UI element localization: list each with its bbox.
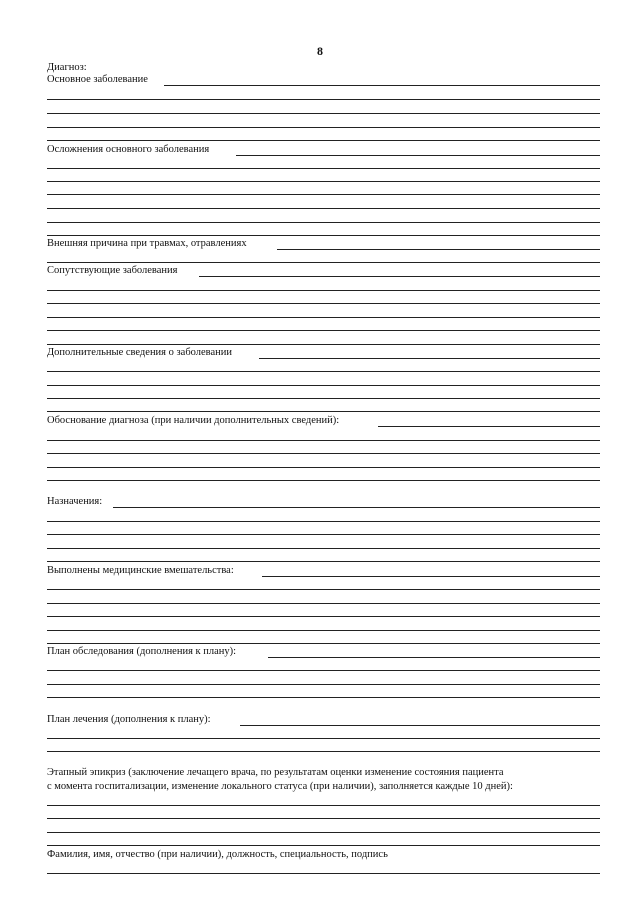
complications-line[interactable] [47, 194, 600, 195]
epicrisis-label-line1: Этапный эпикриз (заключение лечащего врача, по результатам оценки изменение состояния пациента [47, 767, 504, 778]
interventions-line[interactable] [47, 630, 600, 631]
epicrisis-line[interactable] [47, 818, 600, 819]
complications-field[interactable] [236, 155, 600, 156]
additional-info-line[interactable] [47, 398, 600, 399]
interventions-field[interactable] [262, 576, 600, 577]
complications-line[interactable] [47, 222, 600, 223]
main-disease-label: Основное заболевание [47, 74, 148, 85]
prescriptions-field[interactable] [113, 507, 600, 508]
prescriptions-line[interactable] [47, 534, 600, 535]
exam-plan-label: План обследования (дополнения к плану): [47, 646, 237, 657]
treatment-plan-field[interactable] [240, 725, 600, 726]
comorbid-line[interactable] [47, 330, 600, 331]
main-disease-line[interactable] [47, 99, 600, 100]
external-cause-line[interactable] [47, 262, 600, 263]
exam-plan-field[interactable] [268, 657, 600, 658]
additional-info-line[interactable] [47, 385, 600, 386]
complications-line[interactable] [47, 168, 600, 169]
treatment-plan-line[interactable] [47, 751, 600, 752]
epicrisis-line[interactable] [47, 832, 600, 833]
additional-info-line[interactable] [47, 411, 600, 412]
signature-line[interactable] [47, 873, 600, 874]
treatment-plan-line[interactable] [47, 738, 600, 739]
external-cause-field[interactable] [277, 249, 600, 250]
comorbid-field[interactable] [199, 276, 600, 277]
signature-label: Фамилия, имя, отчество (при наличии), должность, специальность, подпись [47, 849, 388, 860]
prescriptions-line[interactable] [47, 548, 600, 549]
epicrisis-label-line2: с момента госпитализации, изменение локального статуса (при наличии), заполняется каждые 10 дней): [47, 781, 513, 792]
additional-info-label: Дополнительные сведения о заболевании [47, 347, 233, 358]
comorbid-line[interactable] [47, 290, 600, 291]
interventions-line[interactable] [47, 603, 600, 604]
epicrisis-line[interactable] [47, 805, 600, 806]
interventions-label: Выполнены медицинские вмешательства: [47, 565, 234, 576]
additional-info-field[interactable] [259, 358, 600, 359]
exam-plan-line[interactable] [47, 697, 600, 698]
prescriptions-line[interactable] [47, 561, 600, 562]
complications-line[interactable] [47, 235, 600, 236]
comorbid-label: Сопутствующие заболевания [47, 265, 178, 276]
prescriptions-label: Назначения: [47, 496, 103, 507]
main-disease-line[interactable] [47, 127, 600, 128]
main-disease-field[interactable] [164, 85, 600, 86]
complications-line[interactable] [47, 208, 600, 209]
diagnosis-rationale-field[interactable] [378, 426, 600, 427]
diagnosis-rationale-line[interactable] [47, 453, 600, 454]
interventions-line[interactable] [47, 643, 600, 644]
diagnosis-rationale-label: Обоснование диагноза (при наличии дополнительных сведений): [47, 415, 340, 426]
diagnosis-rationale-line[interactable] [47, 467, 600, 468]
main-disease-line[interactable] [47, 113, 600, 114]
diagnosis-rationale-line[interactable] [47, 440, 600, 441]
complications-label: Осложнения основного заболевания [47, 144, 210, 155]
exam-plan-line[interactable] [47, 684, 600, 685]
prescriptions-line[interactable] [47, 521, 600, 522]
comorbid-line[interactable] [47, 303, 600, 304]
exam-plan-line[interactable] [47, 670, 600, 671]
comorbid-line[interactable] [47, 317, 600, 318]
interventions-line[interactable] [47, 589, 600, 590]
diagnosis-heading: Диагноз: [47, 62, 87, 73]
external-cause-label: Внешняя причина при травмах, отравлениях [47, 238, 247, 249]
treatment-plan-label: План лечения (дополнения к плану): [47, 714, 211, 725]
complications-line[interactable] [47, 181, 600, 182]
diagnosis-rationale-line[interactable] [47, 480, 600, 481]
additional-info-line[interactable] [47, 371, 600, 372]
main-disease-line[interactable] [47, 140, 600, 141]
page-number: 8 [317, 44, 323, 58]
epicrisis-line[interactable] [47, 845, 600, 846]
interventions-line[interactable] [47, 616, 600, 617]
comorbid-line[interactable] [47, 344, 600, 345]
